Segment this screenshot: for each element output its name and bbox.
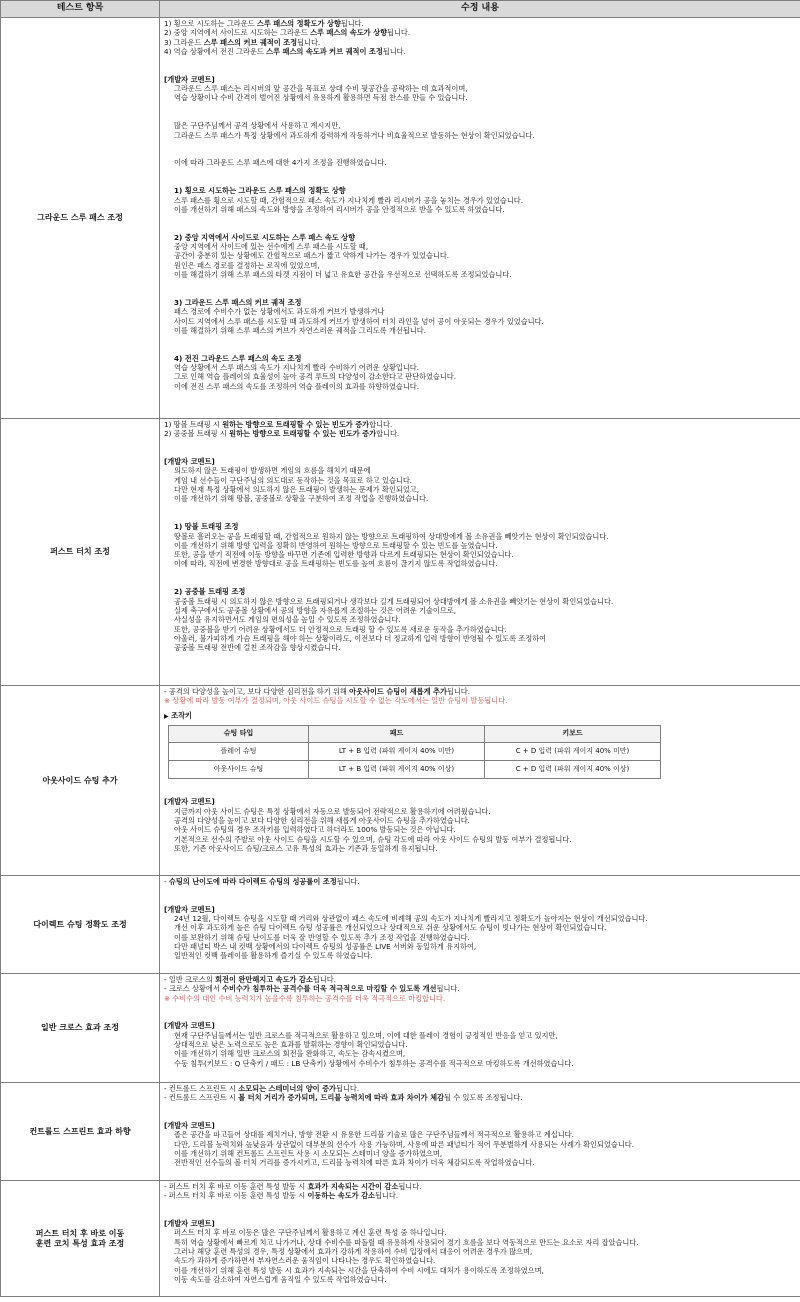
comment-line: 다만, 드리블 능력치와 높낮음과 상관없이 대부분의 선수가 사용 가능하며, 사용에 따른 패널티가 적어 무분별하게 사용되는 사례가 확인되었습니다. (174, 1139, 635, 1149)
comment-line: 이를 개선하기 위해 방향 입력을 정확히 반영하여 원하는 방향으로 트래핑할 수 있는 빈도를 높였습니다. (174, 540, 498, 550)
row-label: 퍼스트 터치 조정 (1, 419, 160, 686)
row-label: 퍼스트 터치 후 바로 이동 훈련 코치 특성 효과 조정 (1, 1181, 160, 1297)
comment-line: 게임 내 선수들이 구단주님의 의도대로 동작하는 것을 목표로 하고 있습니다. (174, 475, 413, 485)
dev-comment-title: [개발자 코멘트] (164, 1121, 215, 1131)
comment-line: 공격의 다양성을 높이고 보다 다양한 심리전을 위해 새롭게 아웃사이드 슈팅을 추가하였습니다. (174, 816, 470, 826)
summary-line: 2) 공중볼 트래핑 시 원하는 방향으로 트래핑할 수 있는 빈도가 증가합니다. (164, 429, 400, 439)
comment-line: 이를 보완하기 위해 슈팅 난이도를 더욱 잘 반영할 수 있도록 추가 조정 작업을 진행하였습니다. (174, 932, 470, 942)
comment-line: 이를 개선하기 위해 훈련 특성 발동 시 효과가 지속되는 시간을 단축하여 수비 시에도 대처가 용이하도록 조정하였으며, (174, 1265, 544, 1275)
controls-cell: LT + B 입력 (파워 게이지 40% 미만) (309, 742, 485, 760)
controls-title: ▶ 조작키 (164, 710, 192, 720)
row-label: 아웃사이드 슈팅 추가 (1, 686, 160, 876)
comment-line: 이를 개선하기 위해 땅볼, 공중볼로 상황을 구분하여 조정 작업을 진행하였습니다. (174, 494, 429, 504)
comment-line: 이를 해결하기 위해 스루 패스의 타겟 지점이 더 넓고 유효한 공간을 우선적으로 선택하도록 조정되었습니다. (174, 270, 512, 280)
table-row (1, 686, 800, 876)
comment-line: 이를 해결하기 위해 스루 패스의 커브가 자연스러운 궤적을 그리도록 개선됩니다. (174, 325, 426, 335)
controls-row (169, 742, 661, 760)
comment-line: 개선 이후 과도하게 높은 슈팅 다이렉트 슈팅 성공률은 개선되었으나 상대적으로 쉬운 상황에서도 슈팅이 빗나가는 현상이 확인되었습니다. (174, 923, 607, 933)
summary-line: - 일반 크로스의 회전이 완만해지고 속도가 감소됩니다. (164, 975, 337, 984)
controls-header-cell: 패드 (309, 725, 485, 742)
note-line: ※ 상황에 따라 발동 여부가 결정되며, 아웃 사이드 슈팅을 시도할 수 없는 각도에서는 일반 슈팅이 발동됩니다. (164, 696, 508, 706)
comment-line: 이를 개선하기 위해 패스의 속도와 방향을 조정하여 리시버가 공을 안정적으로 받을 수 있도록 하였습니다. (174, 204, 505, 214)
row-label: 컨트롤드 스프린트 효과 하향 (1, 1083, 160, 1181)
summary-line: 2) 중앙 지역에서 사이드로 시도하는 그라운드 스루 패스의 속도가 상향됩니다. (164, 28, 411, 38)
comment-line: 퍼스트 터치 후 바로 이동은 많은 구단주님께서 활용하고 계신 훈련 특성 중 하나입니다. (174, 1228, 447, 1238)
section-title: 4) 전진 그라운드 스루 패스의 속도 조정 (174, 353, 302, 363)
row-content (160, 1083, 800, 1181)
comment-line: 공중볼 트래핑 시 의도하지 않은 방향으로 트래핑되거나 생각보다 길게 트래핑되어 상대방에게 볼 소유권을 빼앗기는 현상이 확인되었습니다. (174, 596, 614, 606)
comment-line: 일반적인 컷백 플레이를 활용하게 즐기실 수 있도록 하였습니다. (174, 951, 373, 961)
comment-line: 스루 패스를 횡으로 시도할 때, 간헐적으로 패스 속도가 지나치게 빨라 리시버가 공을 놓치는 경우가 있었습니다. (174, 195, 524, 205)
row-content (160, 1181, 800, 1297)
summary-line: 4) 역습 상황에서 전진 그라운드 스루 패스의 속도과 커브 궤적이 조정됩니다. (164, 46, 406, 56)
note-line: ※ 수비수의 대인 수비 능력치가 높을수록 침투하는 공격수를 더욱 적극적으로 마킹합니다. (164, 993, 446, 1003)
comment-line: 아울러, 불가피하게 가슴 트래핑을 해야 하는 상황이라도, 이전보다 더 정교하게 입력 방향이 반영될 수 있도록 조정하여 (174, 633, 547, 643)
comment-line: 많은 구단주님께서 공격 상황에서 사용하고 계시지만, (174, 121, 341, 131)
header-test-item: 테스트 항목 (1, 1, 160, 18)
row-label: 다이렉트 슈팅 정확도 조정 (1, 876, 160, 974)
controls-row (169, 760, 661, 778)
section-title: 1) 횡으로 시도하는 그라운드 스루 패스의 정확도 상향 (174, 186, 346, 196)
comment-line: 특히 역습 상황에서 빠르게 치고 나가거나, 상대 수비수를 따돌릴 때 유용하게 사용되어 경기 흐름을 보다 역동적으로 만드는 요소로 자리 잡았습니다. (174, 1237, 639, 1247)
comment-line: 전반적인 선수들의 볼 터치 거리를 증가시키고, 드리블 능력치에 따른 효과 차이가 더욱 체감되도록 작업하였습니다. (174, 1158, 535, 1168)
comment-line: 다만 현재 특정 상황에서 의도하지 않은 트래핑이 발생하는 문제가 확인되었고, (174, 485, 420, 495)
comment-line: 상대적으로 낮은 노력으로도 높은 효과를 발휘하는 경향이 확인되었습니다. (174, 1040, 408, 1050)
controls-header-cell: 슈팅 타입 (169, 725, 309, 742)
summary-line: - 퍼스트 터치 후 바로 이동 훈련 특성 발동 시 이동하는 속도가 감소됩니다. (164, 1191, 399, 1201)
triangle-right-icon: ▶ (164, 712, 169, 720)
table-header-row (1, 1, 800, 18)
comment-line: 24년 12월, 다이렉트 슈팅을 시도할 때 거리와 상관없이 패스 속도에 비례해 공의 속도가 지나치게 빨라지고 정확도가 높아지는 현상이 개선되었습니다. (174, 914, 648, 924)
row-label: 일반 크로스 효과 조정 (1, 974, 160, 1083)
comment-line: 속도가 과하게 증가하면서 부자연스러운 움직임이 나타나는 경우도 확인하였습니다. (174, 1256, 436, 1266)
dev-comment-title: [개발자 코멘트] (164, 74, 215, 84)
dev-comment-title: [개발자 코멘트] (164, 904, 215, 914)
summary-line: - 컨트롤드 스프린트 시 볼 터치 거리가 증가되며, 드리블 능력치에 따라 효과 차이가 체감될 수 있도록 조정됩니다. (164, 1093, 523, 1103)
summary-line: - 컨트롤드 스프린트 시 소모되는 스테미너의 양이 증가됩니다. (164, 1084, 360, 1093)
dev-comment-title: [개발자 코멘트] (164, 1219, 215, 1229)
row-label: 그라운드 스루 패스 조정 (1, 18, 160, 419)
comment-line: 이에 따라 그라운드 스루 패스에 대한 4가지 조정을 진행하였습니다. (174, 158, 387, 168)
summary-line: 1) 횡으로 시도하는 그라운드 스루 패스의 정확도가 상향됩니다. (164, 19, 364, 28)
section-title: 2) 중앙 지역에서 사이드로 시도하는 스루 패스 속도 상향 (174, 232, 356, 242)
comment-line: 공간이 충분히 있는 상황에도 간헐적으로 패스가 짧고 약하게 나가는 경우가 있었습니다. (174, 251, 450, 261)
header-change-content: 수정 내용 (160, 1, 800, 18)
comment-line: 이에 따라, 직전에 변경한 방향대로 공을 트래핑하는 빈도를 높여 흐름이 끊기지 않도록 작업하였습니다. (174, 559, 498, 569)
comment-line: 패스 경로에 수비수가 없는 상황에서도 과도하게 커브가 발생하거나 (174, 307, 385, 317)
comment-line: 이에 전진 스루 패스의 속도를 조정하여 역습 플레이의 효과를 하향하였습니다. (174, 381, 420, 391)
comment-line: 이동 속도를 감소하여 자연스럽게 움직일 수 있도록 작업하였습니다. (174, 1274, 387, 1284)
table-row (1, 1181, 800, 1297)
summary-line: - 슈팅의 난이도에 따라 다이렉트 슈팅의 성공률이 조정됩니다. (164, 877, 360, 886)
row-content (160, 18, 800, 419)
comment-line: 그러나 해당 훈련 특성의 경우, 특정 상황에서 효과가 강하게 작용하여 수비 입장에서 대응이 어려운 경우가 많으며, (174, 1247, 533, 1257)
comment-line: 현재 구단주님들께서는 일반 크로스를 적극적으로 활용하고 있으며, 이에 대한 플레이 경험이 긍정적인 반응을 얻고 있지만, (174, 1030, 558, 1040)
comment-line: 실제 축구에서도 공중볼 상황에서 공의 방향을 자유롭게 조절하는 것은 어려운 기술이므로, (174, 605, 457, 615)
table-row (1, 1083, 800, 1181)
comment-line: 공중볼 트래핑 전반에 걸친 조작감을 향상시켰습니다. (174, 643, 341, 653)
comment-line: 좁은 공간을 파고들어 상대를 제치거나, 방향 전환 시 유용한 드리블 기술로 많은 구단주님들께서 적극적으로 활용하고 계십니다. (174, 1130, 574, 1140)
row-content (160, 876, 800, 974)
summary-line: - 크로스 상황에서 수비수가 침투하는 공격수를 더욱 적극적으로 마킹할 수 있도록 개선됩니다. (164, 984, 460, 994)
controls-cell: 플레어 슈팅 (169, 742, 309, 760)
dev-comment-title: [개발자 코멘트] (164, 1021, 215, 1031)
comment-line: 의도하지 않은 트래핑이 발생하면 게임의 흐름을 해치기 때문에 (174, 466, 371, 476)
controls-cell: C + D 입력 (파워 게이지 40% 이상) (485, 760, 661, 778)
table-row (1, 419, 800, 686)
row-content (160, 974, 800, 1083)
summary-line: - 퍼스트 터치 후 바로 이동 훈련 특성 발동 시 효과가 지속되는 시간이 감소됩니다. (164, 1182, 422, 1191)
controls-cell: C + D 입력 (파워 게이지 40% 미만) (485, 742, 661, 760)
row-content (160, 419, 800, 686)
controls-header-cell: 키보드 (485, 725, 661, 742)
table-row (1, 974, 800, 1083)
comment-line: 사실성을 유지하면서도 게임의 편의성을 높일 수 있도록 조정하였습니다. (174, 615, 401, 625)
summary-line: 3) 그라운드 스루 패스의 커브 궤적이 조정됩니다. (164, 37, 321, 47)
comment-line: 그라운드 스루 패스는 리시버의 앞 공간을 목표로 상대 수비 뒷공간을 공략하는 데 효과적이며, (174, 84, 468, 94)
controls-table (168, 725, 661, 779)
comment-line: 그로 인해 역습 플레이의 효율성이 높아 공격 루트의 다양성이 감소한다고 판단하였습니다. (174, 372, 457, 382)
comment-line: 중앙 지역에서 사이드에 있는 선수에게 스루 패스를 시도할 때, (174, 242, 369, 252)
dev-comment-title: [개발자 코멘트] (164, 797, 215, 807)
comment-line: 역습 상황이나 수비 간격이 벌어진 상황에서 유용하게 활용하면 득점 찬스를 만들 수 있습니다. (174, 93, 468, 103)
controls-cell: 아웃사이드 슈팅 (169, 760, 309, 778)
comment-line: 원인은 패스 경로를 결정하는 로직에 있었으며, (174, 260, 320, 270)
section-title: 2) 공중볼 트래핑 조정 (174, 587, 246, 597)
comment-line: 또한, 공중볼을 받기 어려운 상황에서도 더 안정적으로 트래핑 할 수 있도록 새로운 동작을 추가하였습니다. (174, 624, 507, 634)
section-title: 3) 그라운드 스루 패스의 커브 궤적 조정 (174, 297, 302, 307)
comment-line: 이를 개선하기 위해 일반 크로스의 회전을 완화하고, 속도는 감속시켰으며, (174, 1049, 406, 1059)
comment-line: 역습 상황에서 스루 패스의 속도가 지나치게 빨라 수비하기 어려운 상황입니다. (174, 362, 420, 372)
controls-header-row (169, 725, 661, 742)
comment-line: 기본적으로 선수의 주발로 아웃 사이드 슈팅을 시도할 수 있으며, 슈팅 각도에 따라 아웃 사이드 슈팅의 발동 여부가 결정됩니다. (174, 834, 572, 844)
row-content (160, 686, 800, 876)
comment-line: 사이드 지역에서 스루 패스를 시도할 때 과도하게 커브가 발생하여 터치 라인을 넘어 공이 아웃되는 경우가 있었습니다. (174, 316, 544, 326)
comment-line: 다만 패널티 박스 내 컷백 상황에서의 다이렉트 슈팅의 성공률은 LIVE 서버와 동일하게 유지하여, (174, 942, 477, 952)
table-row (1, 18, 800, 419)
comment-line: 이를 개선하기 위해 컨트롤드 스프린트 사용 시 소모되는 스테미너 양을 증가하였으며, (174, 1149, 443, 1159)
comment-line: 또한, 공을 받기 직전에 이동 방향을 바꾸면 기존에 입력한 방향과 다르게 트래핑되는 현상이 확인되었습니다. (174, 550, 514, 560)
table-row (1, 876, 800, 974)
summary-line: - 공격의 다양성을 높이고, 보다 다양한 심리전을 하기 위해 아웃사이드 슈팅이 새롭게 추가됩니다. (164, 687, 471, 696)
dev-comment-title: [개발자 코멘트] (164, 457, 215, 467)
section-title: 1) 땅볼 트래핑 조정 (174, 522, 239, 532)
controls-cell: LT + B 입력 (파워 게이지 40% 이상) (309, 760, 485, 778)
comment-line: 땅볼로 흘러오는 공을 트래핑할 때, 간헐적으로 원하지 않는 방향으로 트래핑하여 상대방에게 볼 소유권을 빼앗기는 현상이 확인되었습니다. (174, 531, 609, 541)
comment-line: 아웃 사이드 슈팅의 경우 조작키를 입력하였다고 하더라도 100% 발동되는 것은 아닙니다. (174, 825, 456, 835)
comment-line: 수동 침투(키보드 : Q 단축키 / 패드 : LB 단축키) 상황에서 수비수가 침투하는 공격수를 적극적으로 마킹하도록 개선하였습니다. (174, 1058, 574, 1068)
comment-line: 또한, 기존 아웃사이드 슈팅/크로스 고유 특성의 효과는 기존과 동일하게 유지됩니다. (174, 843, 438, 853)
comment-line: 그라운드 스루 패스가 특정 상황에서 과도하게 강력하게 작동하거나 비효율적으로 발동하는 현상이 확인되었습니다. (174, 130, 535, 140)
comment-line: 지금까지 아웃 사이드 슈팅은 특정 상황에서 자동으로 발동되어 전략적으로 활용하기에 어려웠습니다. (174, 806, 491, 816)
summary-line: 1) 땅볼 트래핑 시 원하는 방향으로 트래핑할 수 있는 빈도가 증가합니다. (164, 420, 393, 429)
